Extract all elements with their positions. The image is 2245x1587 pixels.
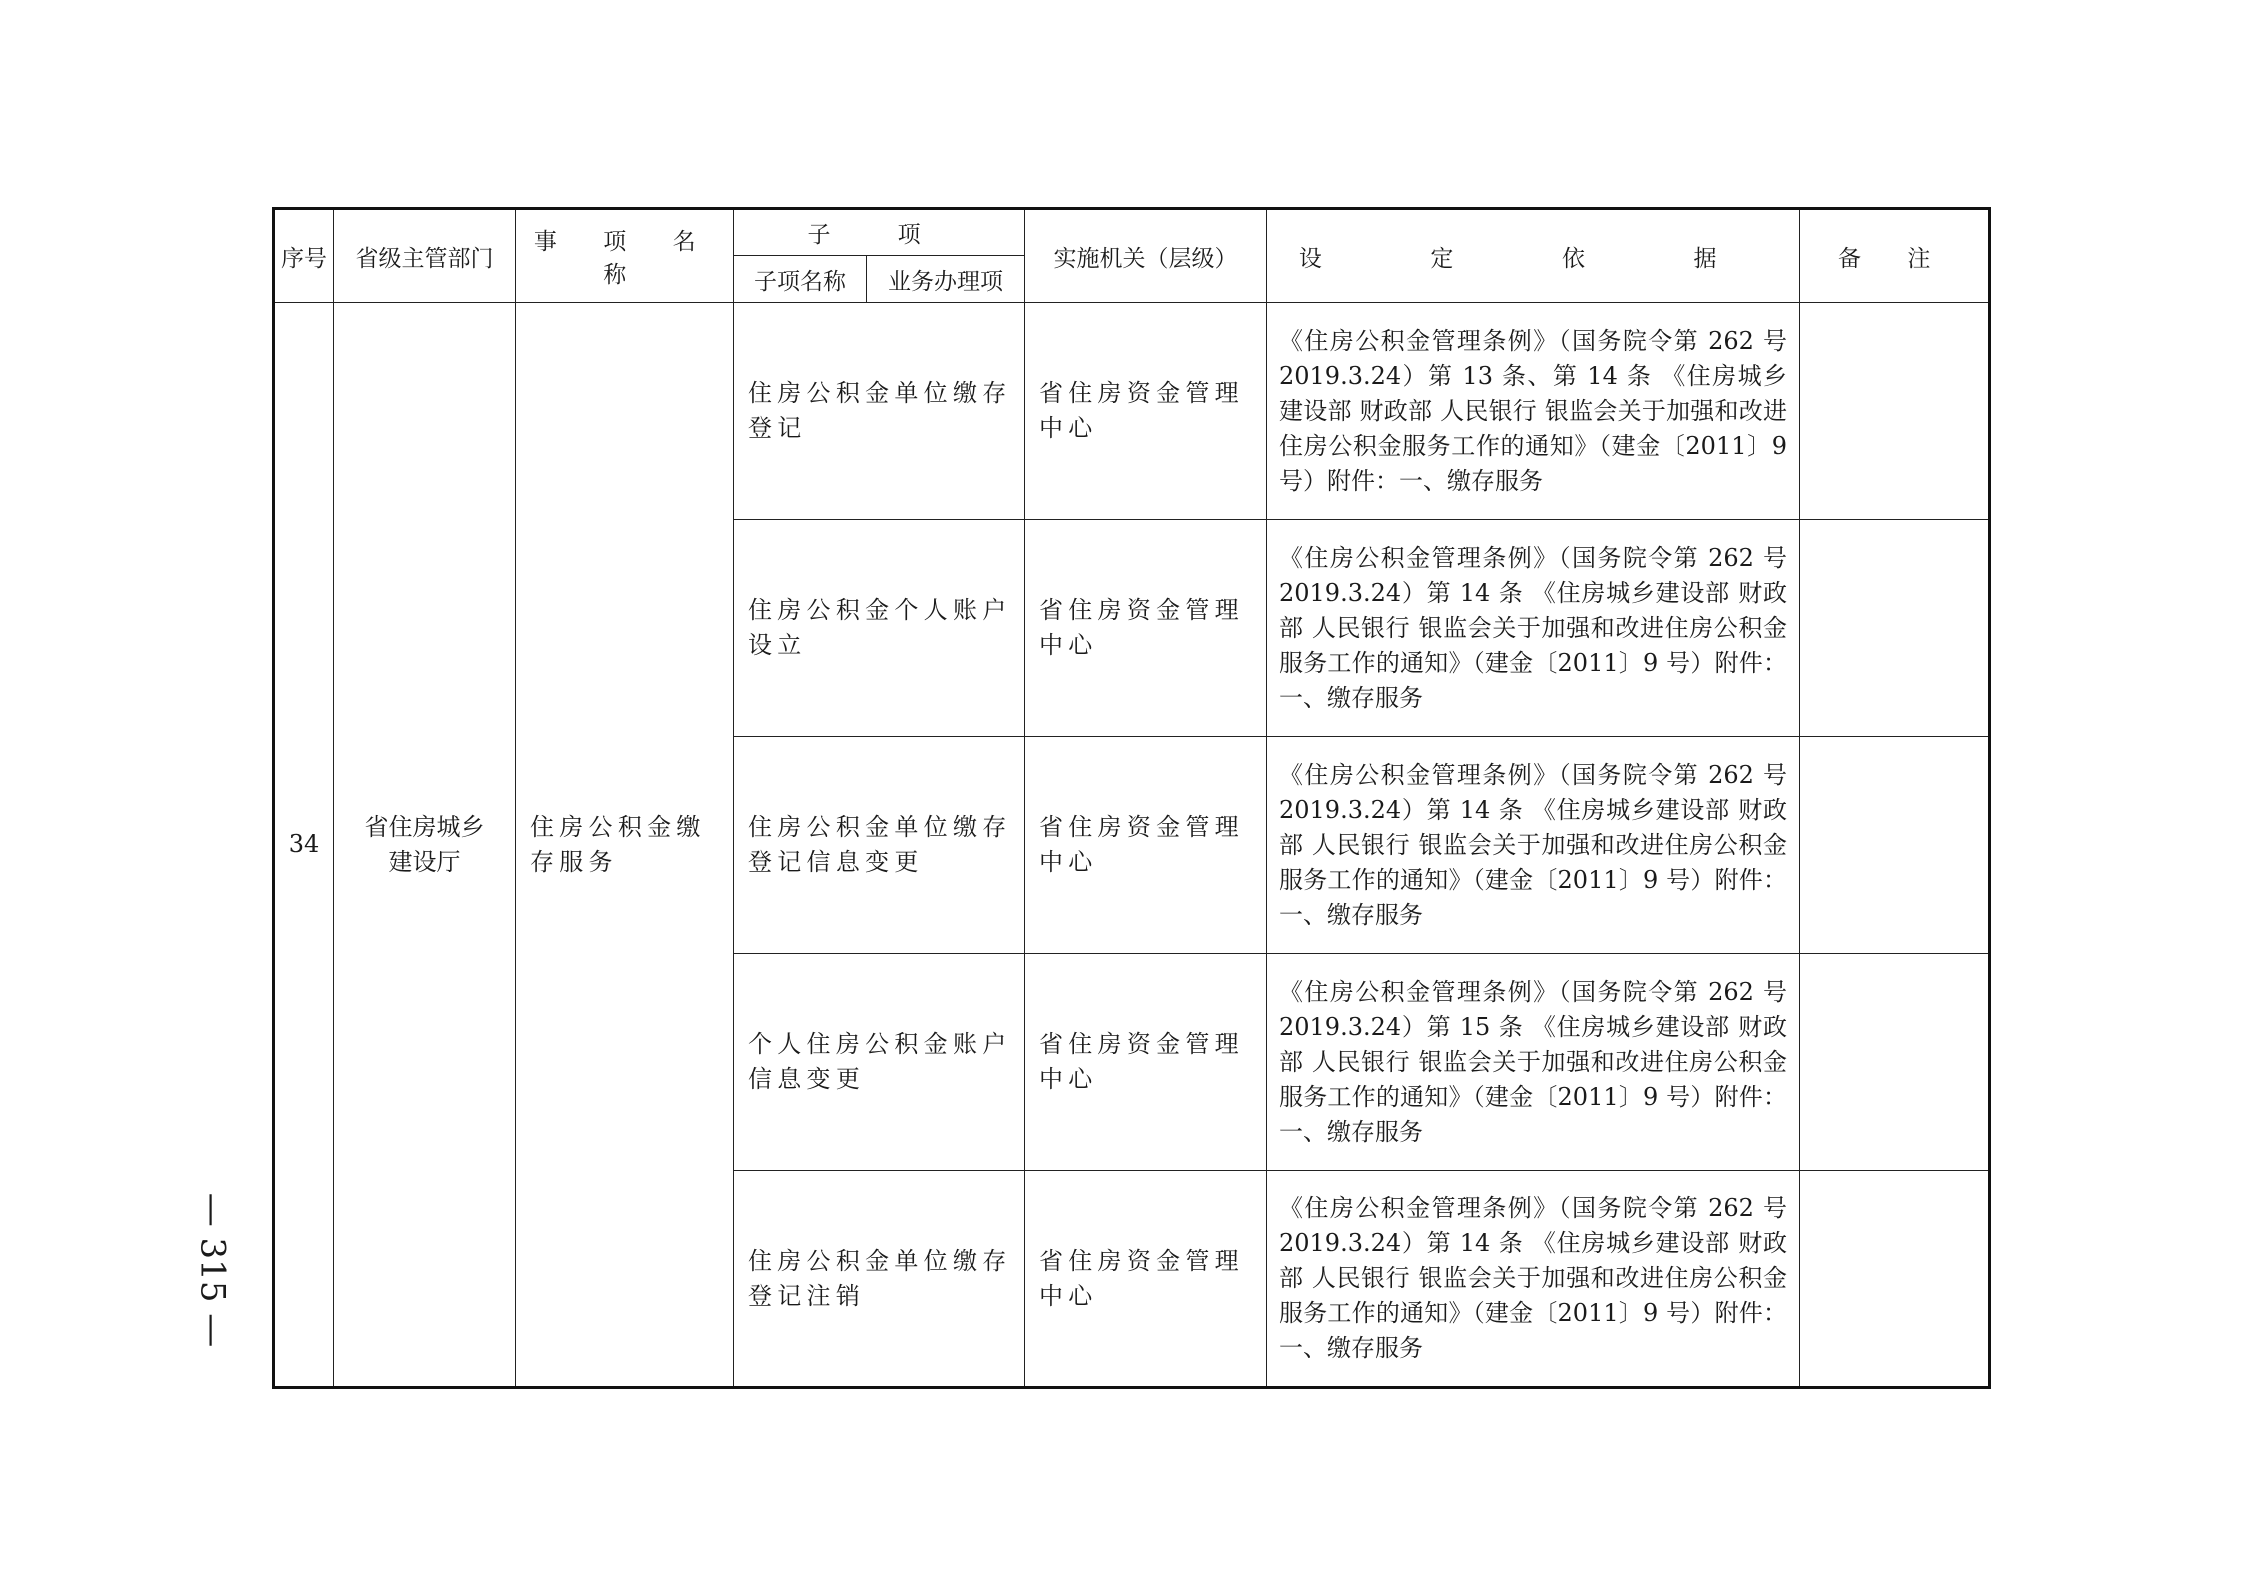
agency-cell: 省住房资金管理中心: [1025, 954, 1267, 1171]
header-sub: 子 项: [734, 209, 1025, 256]
header-sub-business: 业务办理项: [867, 256, 1025, 303]
basis-cell: 《住房公积金管理条例》（国务院令第 262 号 2019.3.24）第 14 条 《住房城乡建设部 财政部 人民银行 银监会关于加强和改进住房公积金服务工作的通知》（建金〔2011〕9 号）附件：一、缴存服务: [1267, 737, 1800, 954]
page-number-text: — 315 —: [192, 1192, 233, 1348]
dept-cell: 省住房城乡建设厅: [334, 303, 516, 1388]
remark-cell: [1800, 1171, 1990, 1388]
remark-cell: [1800, 737, 1990, 954]
sub-name-cell: 住房公积金单位缴存登记注销: [734, 1171, 1025, 1388]
seq-cell: 34: [274, 303, 334, 1388]
sub-name-cell: 个人住房公积金账户信息变更: [734, 954, 1025, 1171]
header-basis: 设 定 依 据: [1267, 209, 1800, 303]
sub-name-cell: 住房公积金单位缴存登记信息变更: [734, 737, 1025, 954]
agency-cell: 省住房资金管理中心: [1025, 737, 1267, 954]
sub-name-cell: 住房公积金单位缴存登记: [734, 303, 1025, 520]
remark-cell: [1800, 520, 1990, 737]
basis-cell: 《住房公积金管理条例》（国务院令第 262 号 2019.3.24）第 14 条 《住房城乡建设部 财政部 人民银行 银监会关于加强和改进住房公积金服务工作的通知》（建金〔2011〕9 号）附件：一、缴存服务: [1267, 520, 1800, 737]
item-name-cell: 住房公积金缴存服务: [516, 303, 734, 1388]
header-remark: 备 注: [1800, 209, 1990, 303]
basis-cell: 《住房公积金管理条例》（国务院令第 262 号 2019.3.24）第 13 条、第 14 条 《住房城乡建设部 财政部 人民银行 银监会关于加强和改进住房公积金服务工作的通知》（建金〔2011〕9 号）附件：一、缴存服务: [1267, 303, 1800, 520]
basis-cell: 《住房公积金管理条例》（国务院令第 262 号 2019.3.24）第 15 条 《住房城乡建设部 财政部 人民银行 银监会关于加强和改进住房公积金服务工作的通知》（建金〔2011〕9 号）附件：一、缴存服务: [1267, 954, 1800, 1171]
agency-cell: 省住房资金管理中心: [1025, 303, 1267, 520]
header-seq: 序号: [274, 209, 334, 303]
agency-cell: 省住房资金管理中心: [1025, 1171, 1267, 1388]
header-sub-name: 子项名称: [734, 256, 867, 303]
page-number: [172, 1180, 252, 1360]
agency-cell: 省住房资金管理中心: [1025, 520, 1267, 737]
sub-name-cell: 住房公积金个人账户设立: [734, 520, 1025, 737]
header-item-name: 事 项 名 称: [516, 209, 734, 303]
basis-cell: 《住房公积金管理条例》（国务院令第 262 号 2019.3.24）第 14 条 《住房城乡建设部 财政部 人民银行 银监会关于加强和改进住房公积金服务工作的通知》（建金〔2011〕9 号）附件：一、缴存服务: [1267, 1171, 1800, 1388]
table-row: [274, 303, 1990, 520]
remark-cell: [1800, 954, 1990, 1171]
remark-cell: [1800, 303, 1990, 520]
service-items-table: [272, 207, 1991, 1389]
header-agency: 实施机关（层级）: [1025, 209, 1267, 303]
header-dept: 省级主管部门: [334, 209, 516, 303]
